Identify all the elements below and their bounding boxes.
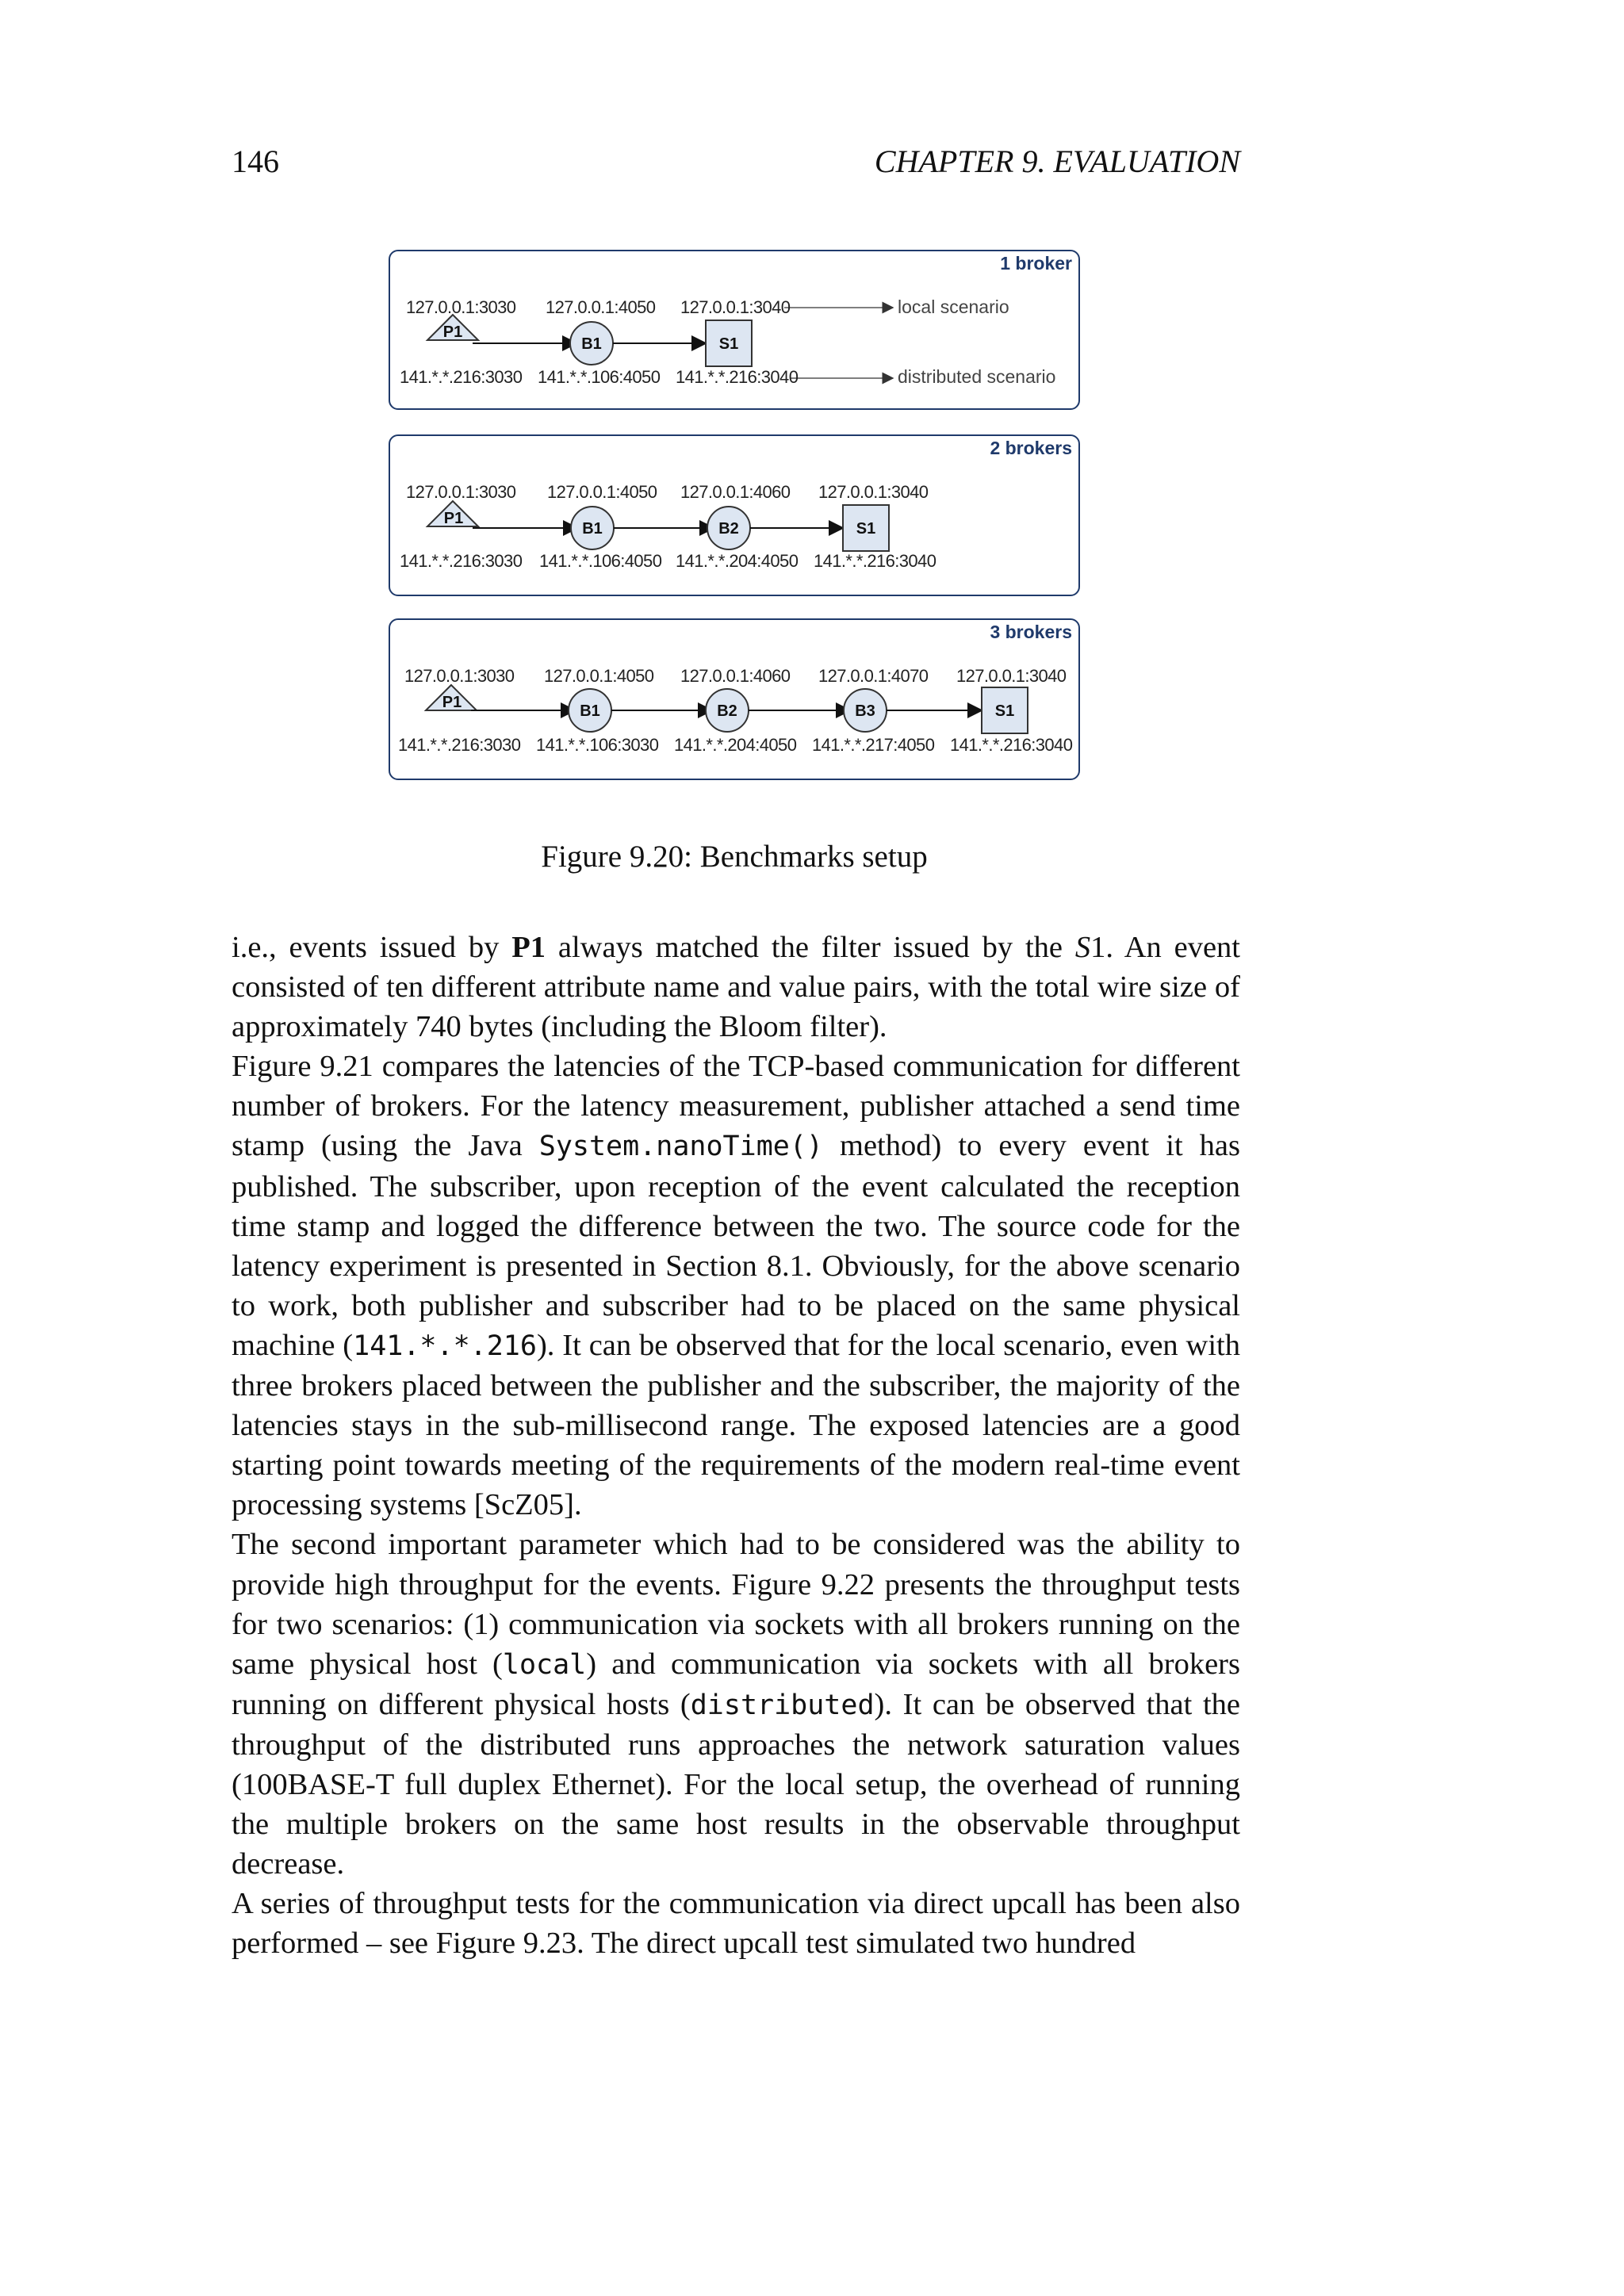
panel-title: 1 broker	[1000, 253, 1072, 274]
b1-remote-address: 141.*.*.106:4050	[538, 367, 661, 387]
b1-local-address: 127.0.0.1:4050	[544, 666, 654, 686]
p1-local-address: 127.0.0.1:3030	[406, 482, 516, 502]
b3-remote-address: 141.*.*.217:4050	[812, 735, 935, 755]
b3-local-address: 127.0.0.1:4070	[818, 666, 929, 686]
node-label: S1	[856, 520, 876, 538]
paragraph: Figure 9.21 compares the latencies of the TCP-based communication for different number of brokers. For the latency measurement, publisher attached a send time stamp (using the Java System.nanoTime() method) to every event it has published. The subscriber, upon reception of the event calculated the reception time stamp and logged the difference between the two. The source code for the latency experiment is presented in Section 8.1. Obviously, for the above scenario to work, both publisher and subscriber had to be placed on the same physical machine (141.*.*.216). It can be observed that for the local scenario, even with three brokers placed between the publisher and the subscriber, the majority of the latencies stays in the sub-millisecond range. The exposed latencies are a good starting point towards meeting of the requirements of the modern real-time event processing systems [ScZ05].	[232, 1050, 1241, 1522]
b1-remote-address: 141.*.*.106:4050	[539, 551, 662, 571]
node-label: P1	[442, 323, 463, 341]
panel-1-broker	[389, 250, 1080, 410]
node-label: B1	[580, 702, 600, 720]
benchmarks-setup-figure	[381, 246, 1094, 793]
panel-title: 2 brokers	[990, 438, 1072, 458]
panel-3-brokers	[389, 618, 1080, 780]
panel-title: 3 brokers	[990, 622, 1072, 642]
figure-caption: Figure 9.20: Benchmarks setup	[541, 840, 928, 874]
node-label: B3	[855, 702, 875, 720]
node-label: B1	[582, 520, 603, 538]
panel-3-graph	[390, 620, 1082, 782]
b2-remote-address: 141.*.*.204:4050	[676, 551, 799, 571]
p1-remote-address: 141.*.*.216:3030	[398, 735, 521, 755]
b1-local-address: 127.0.0.1:4050	[546, 297, 656, 317]
s1-local-address: 127.0.0.1:3040	[818, 482, 929, 502]
s1-local-address: 127.0.0.1:3040	[680, 297, 791, 317]
page-number: 146	[232, 144, 279, 179]
b1-local-address: 127.0.0.1:4050	[547, 482, 657, 502]
node-label: B2	[718, 520, 739, 538]
chapter-header: CHAPTER 9. EVALUATION	[874, 144, 1240, 179]
s1-remote-address: 141.*.*.216:3040	[814, 551, 936, 571]
panel-2-graph	[390, 436, 1082, 598]
node-label: S1	[994, 702, 1015, 720]
p1-local-address: 127.0.0.1:3030	[406, 297, 516, 317]
panel-2-brokers	[389, 434, 1080, 596]
paragraph: The second important parameter which had to be considered was the ability to provide high throughput for the events. Figure 9.22 presents the throughput tests for two scenarios: (1) communication via sockets with all brokers running on the same physical host (local) and communication via sockets with all brokers running on different physical hosts (distributed). It can be observed that the throughput of the distributed runs approaches the network saturation values (100BASE-T full duplex Ethernet). For the local setup, the overhead of running the multiple brokers on the same host results in the observable throughput decrease.	[232, 1528, 1241, 1881]
b2-local-address: 127.0.0.1:4060	[680, 482, 791, 502]
body-text	[232, 928, 1240, 1963]
s1-remote-address: 141.*.*.216:3040	[676, 367, 799, 387]
b1-remote-address: 141.*.*.106:3030	[536, 735, 659, 755]
node-label: S1	[718, 335, 739, 353]
b2-remote-address: 141.*.*.204:4050	[674, 735, 797, 755]
s1-remote-address: 141.*.*.216:3040	[950, 735, 1073, 755]
distributed-scenario-label: distributed scenario	[898, 366, 1056, 387]
paragraph: i.e., events issued by P1 always matched the filter issued by the S1. An event consisted of ten different attribute name and value pairs, with the total wire size of approximately 740 bytes (including the Bloom filter).	[232, 931, 1240, 1044]
b2-local-address: 127.0.0.1:4060	[680, 666, 791, 686]
node-label: P1	[443, 510, 464, 527]
p1-local-address: 127.0.0.1:3030	[404, 666, 515, 686]
node-label: B1	[581, 335, 602, 353]
paragraph: A series of throughput tests for the communication via direct upcall has been also performed – see Figure 9.23. The direct upcall test simulated two hundred	[232, 1887, 1240, 1961]
node-label: P1	[442, 694, 462, 711]
s1-local-address: 127.0.0.1:3040	[956, 666, 1067, 686]
p1-remote-address: 141.*.*.216:3030	[400, 551, 523, 571]
node-label: B2	[717, 702, 737, 720]
local-scenario-label: local scenario	[898, 297, 1009, 317]
p1-remote-address: 141.*.*.216:3030	[400, 367, 523, 387]
